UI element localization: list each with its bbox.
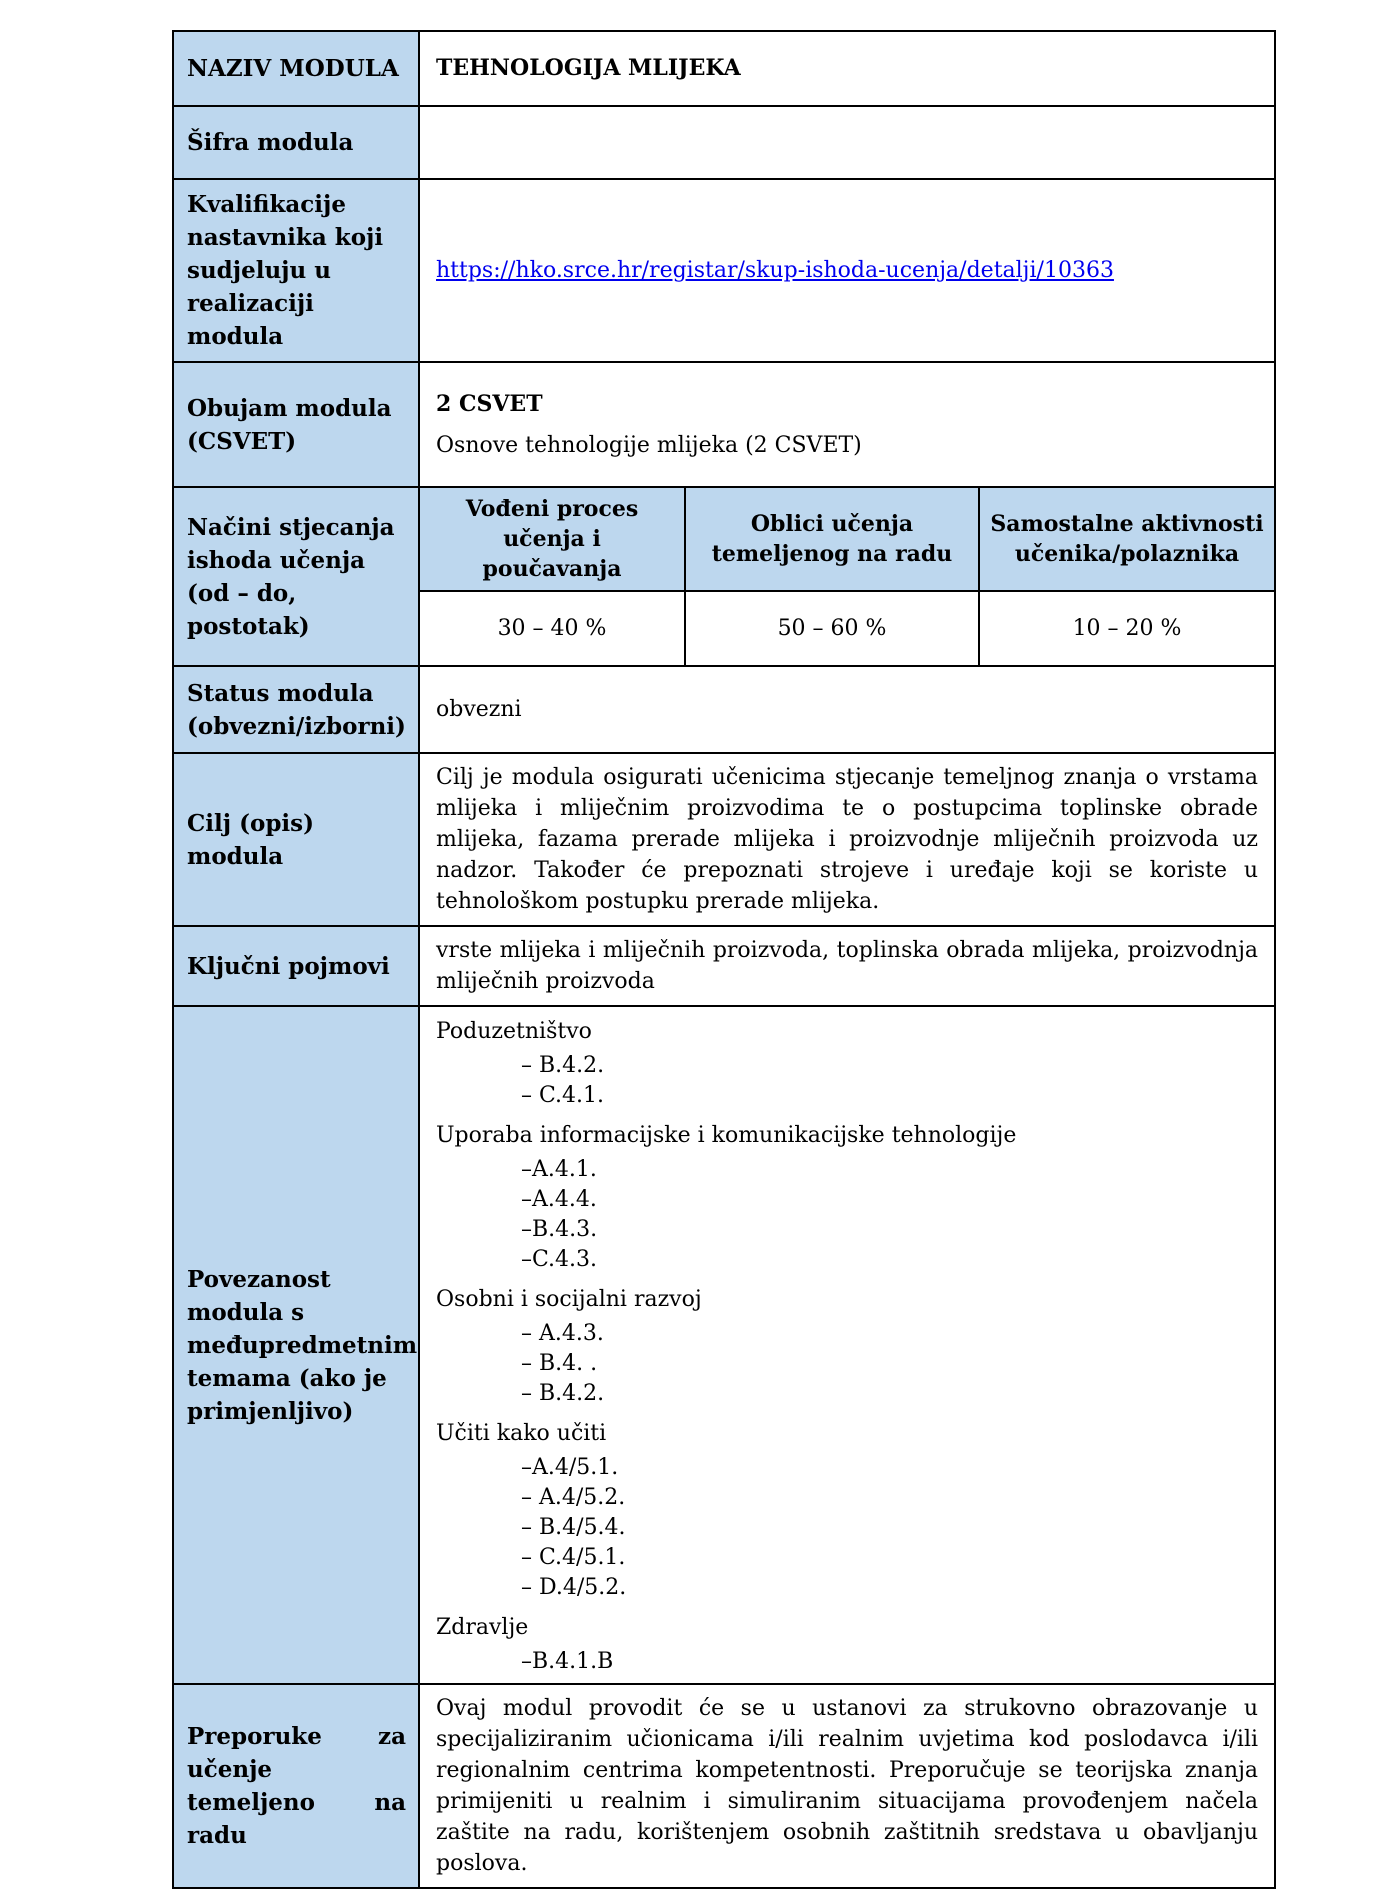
row-kljucni-pojmovi <box>173 926 1275 1006</box>
module-title: TEHNOLOGIJA MLIJEKA <box>419 31 1275 106</box>
group-heading-uciti-kako-uciti: Učiti kako učiti <box>436 1421 607 1446</box>
group-item: – B.4. . <box>521 1351 598 1376</box>
group-item: –B.4.1.B <box>521 1649 614 1674</box>
cilj-modula-value: Cilj je modula osigurati učenicima stjecanje temeljnog znanja o vrstama mlijeka i mliječnim proizvodima te o postupcima toplinske obrade mlijeka, fazama prerade mlijeka i proizvodnje mliječnih proizvoda uz nadzor. Također će prepoznati strojeve i uređaje koji se koriste u tehnološkom postupku prerade mlijeka. <box>419 753 1275 926</box>
kvalifikacije-label: Kvalifikacije nastavnika koji sudjeluju u realizaciji modula <box>173 179 419 362</box>
group-heading-poduzetnistvo: Poduzetništvo <box>436 1019 592 1044</box>
group-item: – A.4.3. <box>521 1321 604 1346</box>
group-item: –A.4.4. <box>521 1187 597 1212</box>
row-povezanost <box>173 1006 1275 1684</box>
preporuke-label: Preporuke za učenje temeljeno na radu <box>173 1684 419 1888</box>
group-heading-ikt: Uporaba informacijske i komunikacijske tehnologije <box>436 1123 1017 1148</box>
row-cilj-modula <box>173 753 1275 926</box>
row-sifra-modula <box>173 106 1275 179</box>
row-kvalifikacije <box>173 179 1275 362</box>
nacini-col-header-samostalne: Samostalne aktivnosti učenika/polaznika <box>979 487 1275 591</box>
group-item: – B.4.2. <box>521 1381 605 1406</box>
module-table <box>172 30 1276 1889</box>
csvet-description: Osnove tehnologije mlijeka (2 CSVET) <box>436 432 862 458</box>
nacini-label: Načini stjecanja ishoda učenja (od – do, postotak) <box>173 487 419 666</box>
nacini-col-header-vodeni: Vođeni proces učenja i poučavanja <box>419 487 685 591</box>
hko-registar-link[interactable]: https://hko.srce.hr/registar/skup-ishoda-ucenja/detalji/10363 <box>436 258 1114 283</box>
status-modula-value: obvezni <box>419 666 1275 753</box>
naziv-modula-label: NAZIV MODULA <box>173 31 419 106</box>
povezanost-value <box>419 1006 1275 1684</box>
group-item: – A.4/5.2. <box>521 1485 626 1510</box>
nacini-value-oblici: 50 – 60 % <box>685 591 979 666</box>
nacini-col-header-oblici: Oblici učenja temeljenog na radu <box>685 487 979 591</box>
csvet-count: 2 CSVET <box>436 390 543 417</box>
group-item: – D.4/5.2. <box>521 1575 627 1600</box>
cilj-modula-label: Cilj (opis) modula <box>173 753 419 926</box>
kljucni-pojmovi-label: Ključni pojmovi <box>173 926 419 1006</box>
row-status-modula <box>173 666 1275 753</box>
sifra-modula-label: Šifra modula <box>173 106 419 179</box>
nacini-value-samostalne: 10 – 20 % <box>979 591 1275 666</box>
povezanost-label: Povezanost modula s međupredmetnim temama (ako je primjenljivo) <box>173 1006 419 1684</box>
row-preporuke <box>173 1684 1275 1888</box>
obujam-modula-value <box>419 362 1275 487</box>
sifra-modula-value <box>419 106 1275 179</box>
document-page <box>172 30 1274 1889</box>
group-item: – C.4.1. <box>521 1083 605 1108</box>
group-item: –A.4.1. <box>521 1157 597 1182</box>
group-heading-zdravlje: Zdravlje <box>436 1615 529 1640</box>
group-item: – B.4/5.4. <box>521 1515 626 1540</box>
row-nacini-header <box>173 487 1275 591</box>
obujam-modula-label: Obujam modula (CSVET) <box>173 362 419 487</box>
group-item: –A.4/5.1. <box>521 1455 619 1480</box>
nacini-value-vodeni: 30 – 40 % <box>419 591 685 666</box>
group-item: – B.4.2. <box>521 1053 605 1078</box>
row-obujam-modula <box>173 362 1275 487</box>
status-modula-label: Status modula (obvezni/izborni) <box>173 666 419 753</box>
group-item: – C.4/5.1. <box>521 1545 626 1570</box>
group-item: –C.4.3. <box>521 1247 598 1272</box>
group-heading-osobni-razvoj: Osobni i socijalni razvoj <box>436 1287 702 1312</box>
preporuke-value: Ovaj modul provodit će se u ustanovi za strukovno obrazovanje u specijaliziranim učionicama i/ili realnim uvjetima kod poslodavca i/ili regionalnim centrima kompetentnosti. Preporučuje se teorijska znanja primijeniti u realnim i simuliranim situacijama provođenjem načela zaštite na radu, korištenjem osobnih zaštitnih sredstava u obavljanju poslova. <box>419 1684 1275 1888</box>
kljucni-pojmovi-value: vrste mlijeka i mliječnih proizvoda, toplinska obrada mlijeka, proizvodnja mliječnih proizvoda <box>419 926 1275 1006</box>
row-naziv-modula <box>173 31 1275 106</box>
kvalifikacije-value <box>419 179 1275 362</box>
group-item: –B.4.3. <box>521 1217 598 1242</box>
